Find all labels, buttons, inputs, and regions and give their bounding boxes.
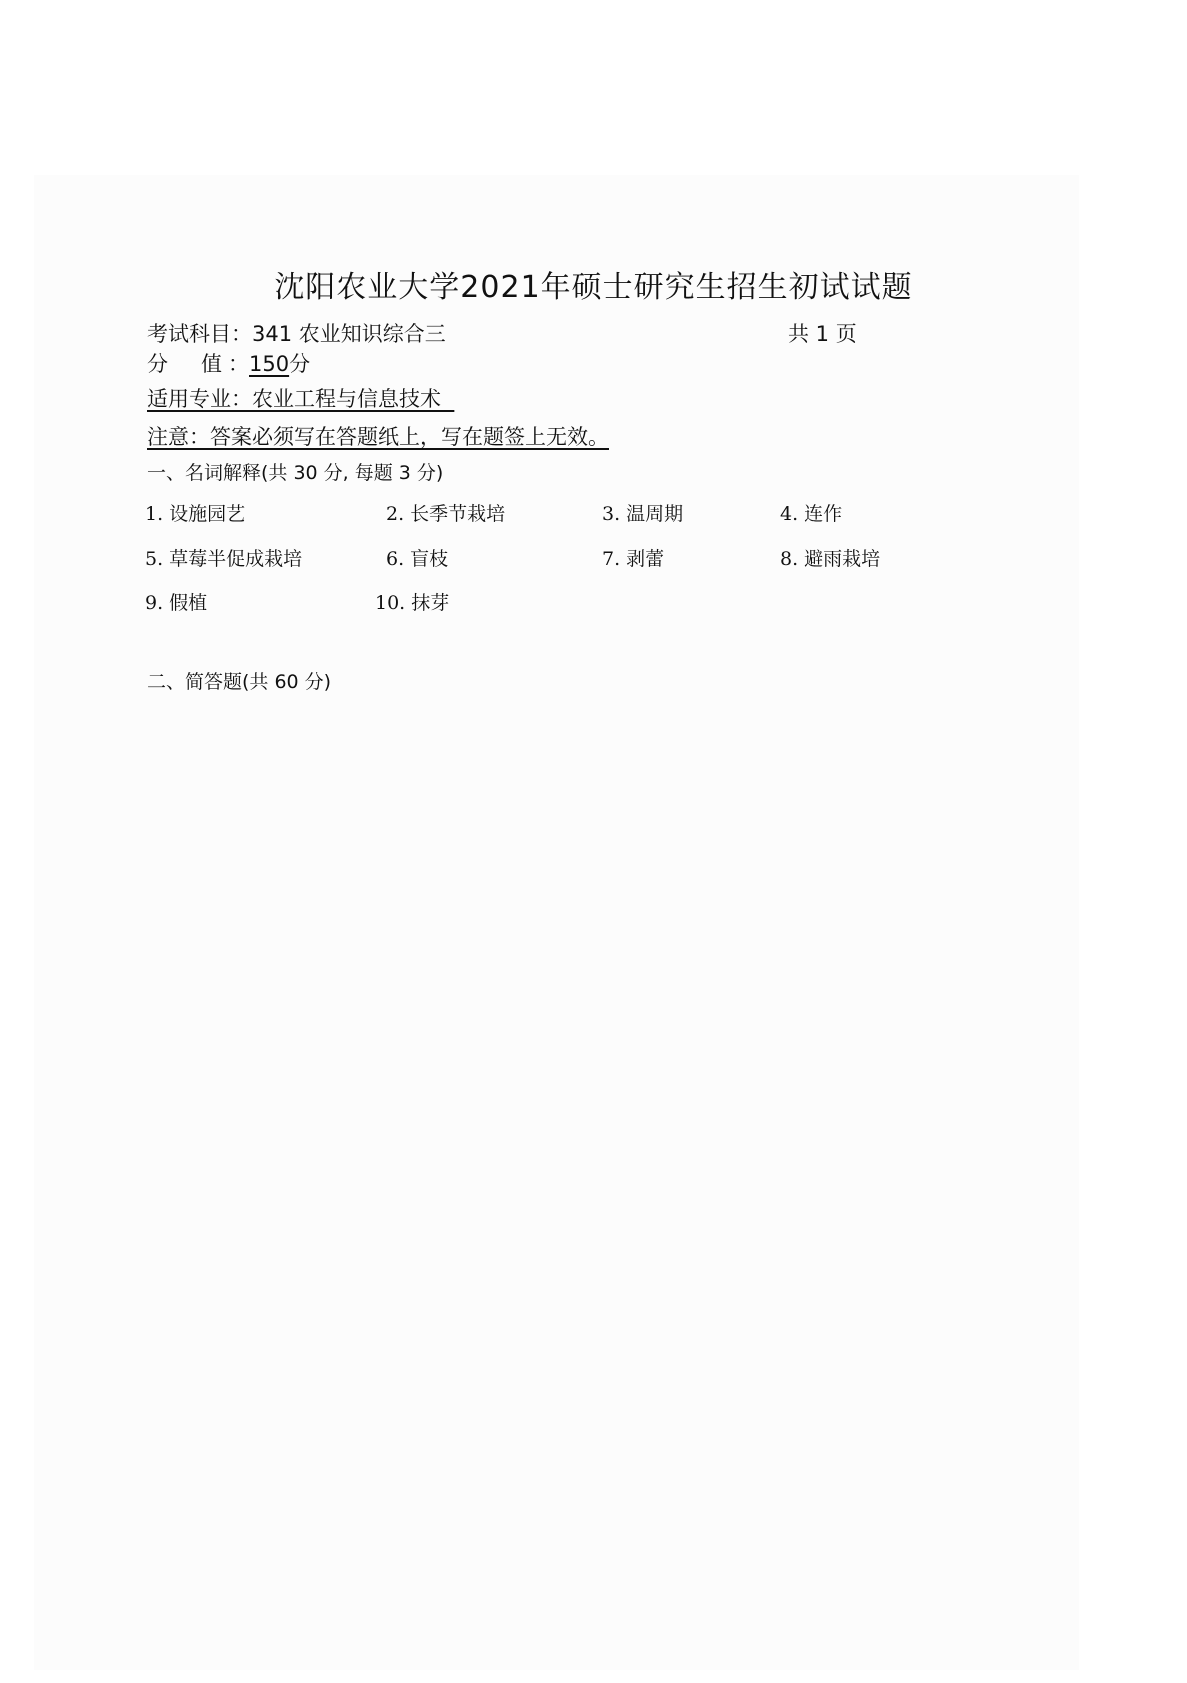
term-item: 10. 抹芽 xyxy=(375,592,450,614)
term-item: 9. 假植 xyxy=(145,592,208,614)
section-heading: 二、简答题(共 60 分) xyxy=(147,671,332,693)
exam-subject-row xyxy=(147,318,446,348)
exam-score-unit: 分 xyxy=(289,352,311,376)
term-item: 2. 长季节栽培 xyxy=(386,503,506,525)
exam-score-value: 150 xyxy=(249,352,290,376)
term-item: 7. 剥蕾 xyxy=(602,548,665,570)
exam-note: 注意：答案必须写在答题纸上，写在题签上无效。 xyxy=(147,425,609,449)
term-item: 1. 设施园艺 xyxy=(145,503,246,525)
term-item: 6. 盲枝 xyxy=(386,548,449,570)
exam-subject-value: 341 农业知识综合三 xyxy=(252,322,446,346)
exam-score-label: 分 值： xyxy=(147,352,249,376)
term-item: 3. 温周期 xyxy=(602,503,684,525)
page-count: 共 1 页 xyxy=(788,322,857,346)
exam-major-label: 适用专业： xyxy=(147,387,252,411)
term-item: 4. 连作 xyxy=(780,503,843,525)
exam-score-row xyxy=(147,348,310,378)
exam-major-row xyxy=(147,383,454,413)
term-item: 8. 避雨栽培 xyxy=(780,548,881,570)
section-heading: 一、名词解释(共 30 分, 每题 3 分) xyxy=(147,462,444,484)
exam-subject-label: 考试科目： xyxy=(147,322,252,346)
page-title: 沈阳农业大学2021年硕士研究生招生初试试题 xyxy=(274,270,913,305)
exam-major-value: 农业工程与信息技术 xyxy=(252,387,441,411)
term-item: 5. 草莓半促成栽培 xyxy=(145,548,303,570)
